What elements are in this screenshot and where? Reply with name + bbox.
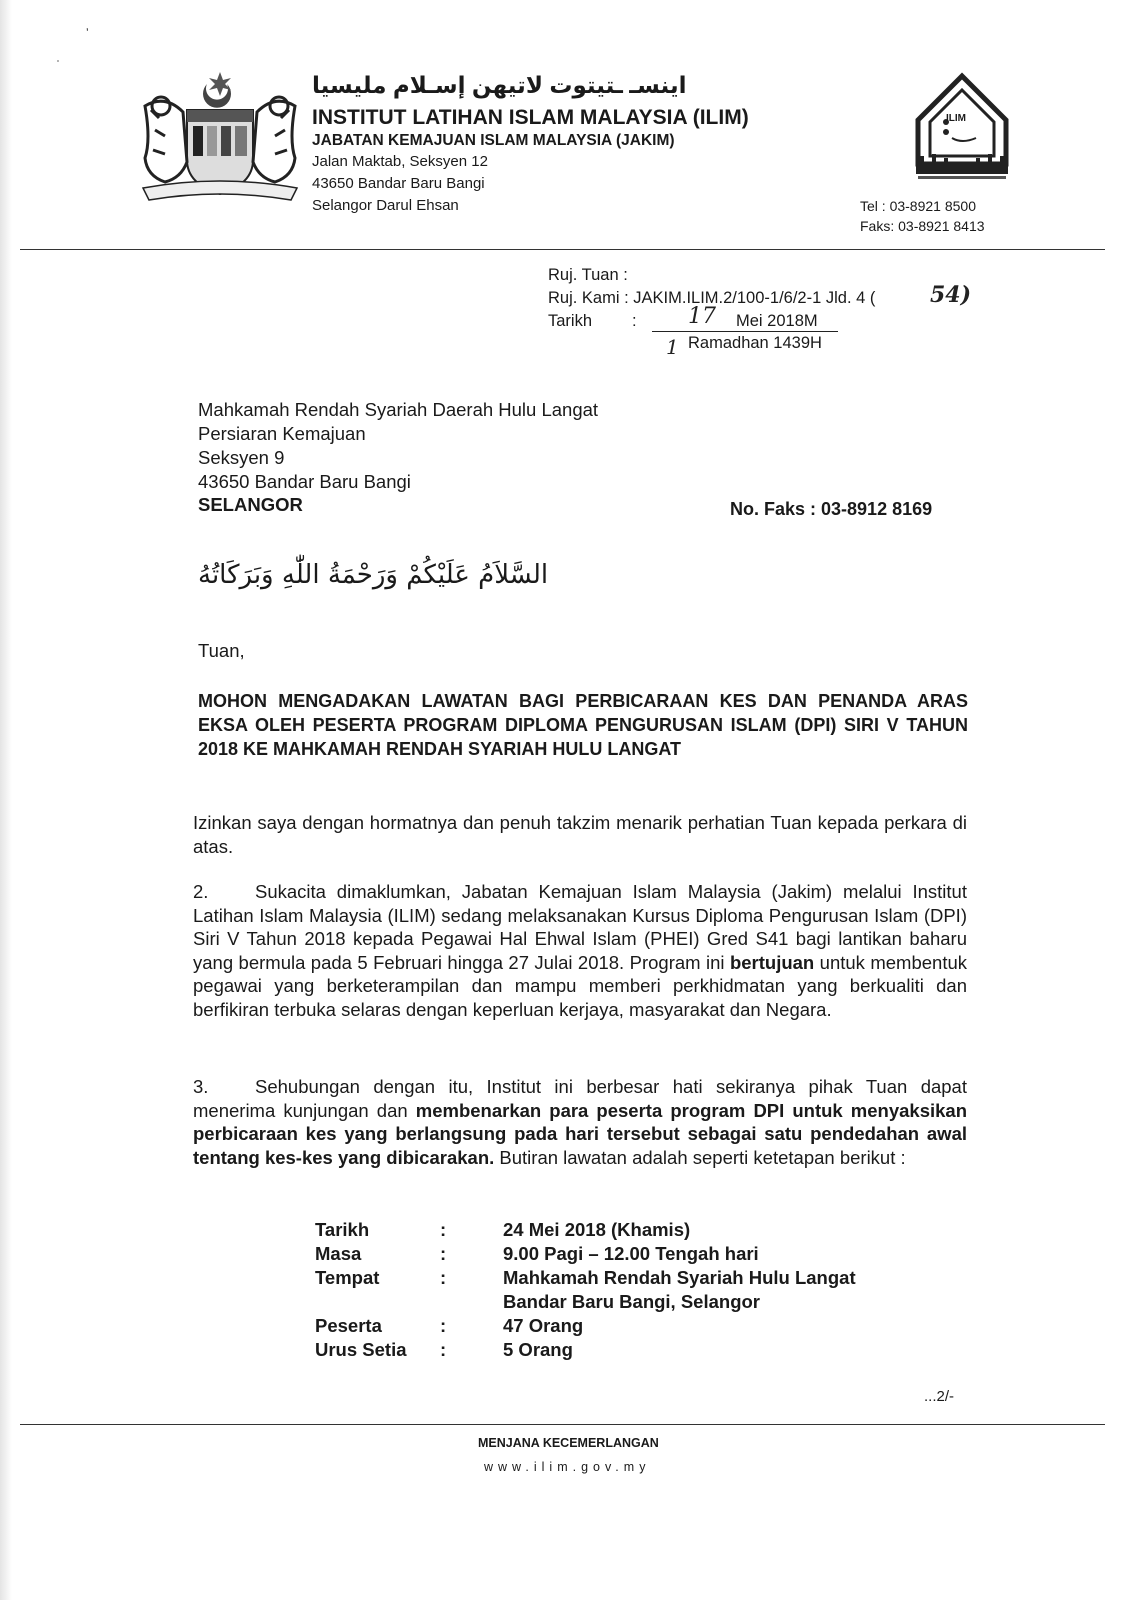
- scan-edge-shadow: [0, 0, 12, 1600]
- detail-value: 9.00 Pagi – 12.00 Tengah hari: [503, 1243, 759, 1264]
- detail-value: Bandar Baru Bangi, Selangor: [503, 1291, 760, 1312]
- letter-subject: MOHON MENGADAKAN LAWATAN BAGI PERBICARAAN KES DAN PENANDA ARAS EKSA OLEH PESERTA PROGRAM DIPLOMA PENGURUSAN ISLAM (DPI) SIRI V TAHUN 2018 KE MAHKAMAH RENDAH SYARIAH HULU LANGAT: [198, 691, 968, 759]
- paragraph-bold-text: membenarkan para peserta program DPI untuk menyaksikan perbicaraan kes yang berlangsung pada hari tersebut sebagai satu pendedahan awal tentang kes-kes yang dibicarakan.: [193, 1099, 968, 1168]
- arabic-salam: السَّلاَمُ عَلَيْكُمْ وَرَحْمَةُ اللّٰهِ وَبَرَكَاتُهُ: [198, 560, 549, 590]
- paragraph-1: Izinkan saya dengan hormatnya dan penuh takzim menarik perhatian Tuan kepada perkara di atas.: [193, 812, 967, 857]
- fax-number: Faks: 03-8921 8413: [860, 218, 985, 234]
- paragraph-number: 2.: [193, 881, 209, 902]
- address-line: 43650 Bandar Baru Bangi: [312, 175, 485, 192]
- detail-value: 47 Orang: [503, 1315, 584, 1336]
- footer-website: www.ilim.gov.my: [484, 1460, 651, 1474]
- paragraph-text: Sehubungan dengan itu, Institut ini berbesar hati sekiranya pihak Tuan dapat menerima kunjungan dan: [193, 1076, 967, 1121]
- handwritten-hijri-day: 1: [666, 335, 679, 359]
- recipient-line: 43650 Bandar Baru Bangi: [198, 471, 411, 492]
- address-line: Selangor Darul Ehsan: [312, 197, 459, 214]
- malaysia-coat-of-arms-icon: [135, 70, 305, 210]
- detail-value: 5 Orang: [503, 1339, 573, 1360]
- page-continuation: ...2/-: [924, 1388, 955, 1405]
- detail-colon: :: [440, 1219, 447, 1240]
- visit-details-table: [315, 1218, 856, 1362]
- handwritten-ref-number: 54): [930, 282, 972, 308]
- detail-colon: :: [440, 1339, 447, 1360]
- detail-colon: :: [440, 1315, 447, 1336]
- date-label: Tarikh: [548, 312, 593, 330]
- detail-label: Urus Setia: [315, 1339, 407, 1360]
- table-row: [315, 1242, 856, 1266]
- scan-mark: ʼ: [86, 26, 89, 40]
- hijri-date: Ramadhan 1439H: [688, 334, 822, 352]
- paragraph-bold-text: bertujuan: [729, 951, 815, 973]
- handwritten-day: 17: [688, 304, 716, 329]
- footer-divider: [20, 1424, 1105, 1425]
- table-row: [315, 1290, 856, 1314]
- department-name: JABATAN KEMAJUAN ISLAM MALAYSIA (JAKIM): [312, 132, 675, 149]
- footer-motto: MENJANA KECEMERLANGAN: [478, 1436, 659, 1450]
- our-reference: Ruj. Kami : JAKIM.ILIM.2/100-1/6/2-1 Jld. 4 (: [548, 289, 876, 307]
- logo-text: ILIM: [946, 113, 966, 124]
- detail-label: Peserta: [315, 1315, 382, 1336]
- visit-details: [315, 1218, 856, 1362]
- recipient-line: Persiaran Kemajuan: [198, 423, 366, 444]
- org-arabic-name: اينسـ ـتيتوت لاتيهن إسـلام مليسيا: [312, 72, 687, 98]
- detail-colon: :: [440, 1267, 447, 1288]
- paragraph-2: [193, 880, 967, 1021]
- paragraph-3: [193, 1075, 967, 1169]
- table-row: [315, 1218, 856, 1242]
- recipient-state: SELANGOR: [198, 494, 303, 515]
- detail-value: Mahkamah Rendah Syariah Hulu Langat: [503, 1267, 856, 1288]
- detail-label: Tempat: [315, 1267, 380, 1288]
- date-value: Mei 2018M: [736, 312, 818, 330]
- detail-label: [315, 1290, 440, 1314]
- detail-colon-empty: [440, 1290, 503, 1314]
- recipient-fax: No. Faks : 03-8912 8169: [730, 499, 933, 519]
- detail-label: Masa: [315, 1243, 362, 1264]
- ilim-logo-icon: [912, 72, 1012, 182]
- org-name: INSTITUT LATIHAN ISLAM MALAYSIA (ILIM): [312, 106, 749, 129]
- header-divider: [20, 249, 1105, 250]
- paragraph-text: untuk membentuk pegawai yang berketerampilan dan mampu memberi perkhidmatan yang berkualiti dan berfikiran terbuka selaras dengan keperluan kerjaya, masyarakat dan Negara.: [193, 951, 968, 1020]
- salutation: Tuan,: [198, 640, 245, 661]
- your-reference: Ruj. Tuan :: [548, 266, 628, 284]
- paragraph-text: Butiran lawatan adalah seperti ketetapan berikut :: [499, 1146, 906, 1168]
- date-colon: :: [632, 312, 637, 330]
- detail-value: 24 Mei 2018 (Khamis): [503, 1219, 691, 1240]
- detail-colon: :: [440, 1243, 447, 1264]
- paragraph-number: 3.: [193, 1076, 209, 1097]
- address-line: Jalan Maktab, Seksyen 12: [312, 153, 488, 170]
- paragraph-text: Sukacita dimaklumkan, Jabatan Kemajuan Islam Malaysia (Jakim) melalui Institut Latihan Islam Malaysia (ILIM) sedang melaksanakan Kursus Diploma Pengurusan Islam (DPI) Siri V Tahun 2018 kepada Pegawai Hal Ehwal Islam (PHEI) Gred S41 bagi lantikan baharu yang bermula pada 5 Februari hingga 27 Julai 2018. Program ini: [193, 881, 967, 973]
- recipient-line: Seksyen 9: [198, 447, 285, 468]
- table-row: [315, 1314, 856, 1338]
- table-row: [315, 1338, 856, 1362]
- date-underline: [652, 331, 838, 332]
- recipient-line: Mahkamah Rendah Syariah Daerah Hulu Langat: [198, 399, 599, 420]
- telephone: Tel : 03-8921 8500: [860, 198, 976, 214]
- table-row: [315, 1266, 856, 1290]
- scan-mark: ˈ: [56, 58, 60, 72]
- detail-label: Tarikh: [315, 1219, 370, 1240]
